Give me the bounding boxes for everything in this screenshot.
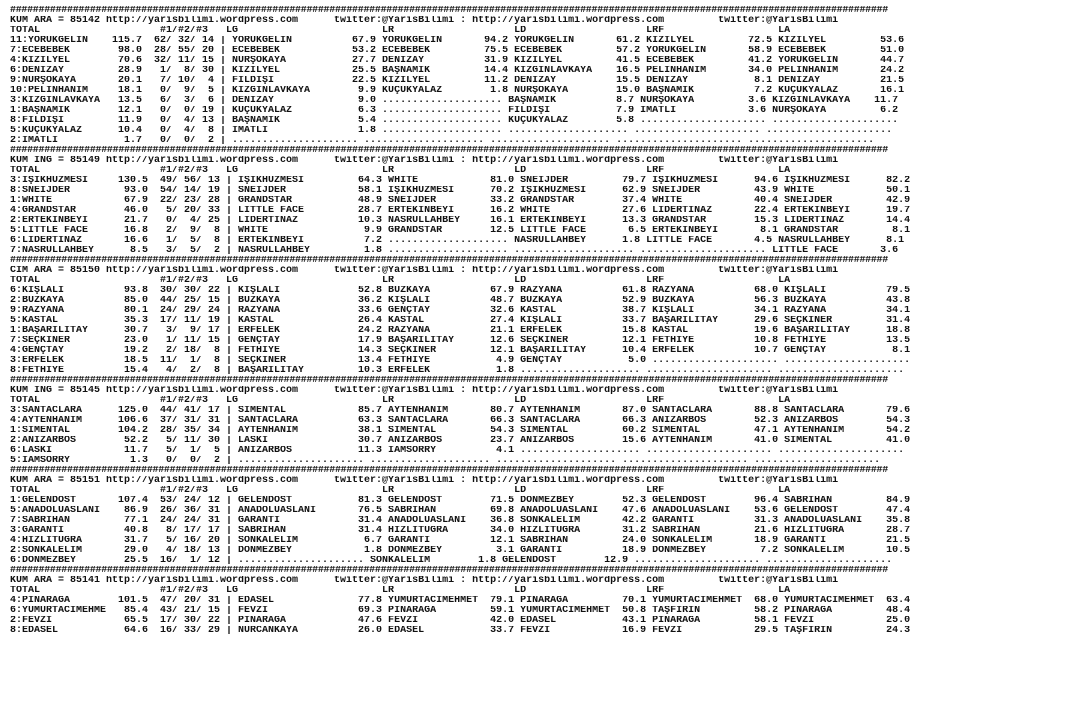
result-row: 10:PELİNHANIM 18.1 0/ 9/ 5 | KIZGINLAVKAYA 9.9 KÜÇÜKYALAZ 1.8 NURŞOKAYA 15.0 BAŞNAMIK 7.2 KÜÇÜKYALAZ 16.1 (10, 86, 905, 96)
result-row: 6:DÖNMEZBEY 25.5 16/ 1/ 12 | ..................... SONKALELİM 1.8 GELENDOST 12.9 ..................... ..................... (10, 556, 893, 566)
result-row: 5:KASTAL 35.3 17/ 11/ 19 | KASTAL 26.4 KASTAL 27.4 KIŞLALI 33.7 BAŞARILITAY 29.6 SEÇKİNER 31.4 (10, 316, 911, 326)
race-section (10, 566, 1077, 636)
result-row: 2:ANIZARBOS 52.2 5/ 11/ 30 | LASKI 30.7 ANIZARBOS 23.7 ANIZARBOS 15.6 AYTENHANIM 41.0 SIMENTAL 41.0 (10, 436, 911, 446)
result-row: 6:LİDERTINAZ 16.6 1/ 5/ 8 | ERTEKİNBEYİ 7.2 .................... NASRULLAHBEY 1.8 LITTLE FACE 4.5 NASRULLAHBEY 8.1 (10, 236, 905, 246)
result-row: 9:RAZYANA 80.1 24/ 29/ 24 | RAZYANA 33.6 GENÇTAY 32.6 KASTAL 38.7 KIŞLALI 34.1 RAZYANA 34.1 (10, 306, 911, 316)
separator-line: ########################################################################################################################################################## (10, 466, 888, 476)
result-row: 8:FİLDİŞİ 11.9 0/ 4/ 13 | BAŞNAMIK 5.4 .................... KÜÇÜKYALAZ 5.8 ..................... ..................... (10, 116, 899, 126)
result-row: 8:SNEIJDER 93.0 54/ 14/ 19 | SNEIJDER 58.1 IŞIKHÜZMESİ 70.2 IŞIKHÜZMESİ 62.9 SNEIJDER 43.9 WHITE 50.1 (10, 186, 911, 196)
separator-line: ########################################################################################################################################################## (10, 566, 888, 576)
result-row: 8:FETHİYE 15.4 4/ 2/ 8 | BAŞARILITAY 10.3 ERFELEK 1.8 .................... ..................... ..................... (10, 366, 905, 376)
separator-line: ########################################################################################################################################################## (10, 256, 888, 266)
result-row: 3:IŞIKHÜZMESİ 130.5 49/ 56/ 13 | IŞIKHÜZMESİ 64.3 WHITE 81.0 SNEIJDER 79.7 IŞIKHÜZMESİ 94.6 IŞIKHÜZMESİ 82.2 (10, 176, 911, 186)
result-row: 4:PINARAĞA 101.5 47/ 20/ 31 | EDASEL 77.8 YUMURTACIMEHMET 79.1 PINARAĞA 70.1 YUMURTACIMEHMET 68.0 YUMURTACIMEHMET 63.4 (10, 596, 911, 606)
result-row: 1:BAŞNAMIK 12.1 0/ 0/ 19 | KÜÇÜKYALAZ 6.3 .................... FİLDİŞİ 7.9 İMATLI 3.6 NURŞOKAYA 6.2 (10, 106, 899, 116)
result-row: 4:HIZLITUĞRA 31.7 5/ 16/ 20 | SONKALELİM 6.7 GARANTİ 12.1 SABRİHAN 24.0 SONKALELİM 18.9 GARANTİ 21.5 (10, 536, 911, 546)
result-row: 6:LASKI 11.7 5/ 1/ 5 | ANIZARBOS 11.3 IAMSORRY 4.1 .................... ..................... ..................... (10, 446, 905, 456)
result-row: 3:GARANTİ 40.8 8/ 17/ 17 | SABRİHAN 31.4 HIZLITUĞRA 34.0 HIZLITUĞRA 31.2 SABRİHAN 21.6 HIZLITUĞRA 28.7 (10, 526, 911, 536)
race-section (10, 256, 1077, 376)
separator-line: ########################################################################################################################################################## (10, 146, 888, 156)
result-row: 4:KIZILYEL 70.6 32/ 11/ 15 | NURŞOKAYA 27.7 DENİZAY 31.9 KIZILYEL 41.5 ECEBEBEK 41.2 YÖRÜKGELİN 44.7 (10, 56, 905, 66)
result-row: 2:FEVZİ 65.5 17/ 30/ 22 | PINARAĞA 47.6 FEVZİ 42.0 EDASEL 43.1 PINARAĞA 58.1 FEVZİ 25.0 (10, 616, 911, 626)
result-row: 4:GENÇTAY 19.2 2/ 18/ 8 | FETHİYE 14.3 SEÇKİNER 12.1 BAŞARILITAY 10.4 ERFELEK 10.7 GENÇTAY 8.1 (10, 346, 911, 356)
race-section (10, 376, 1077, 466)
result-row: 2:BUZKAYA 85.0 44/ 25/ 15 | BUZKAYA 36.2 KIŞLALI 48.7 BUZKAYA 52.9 BUZKAYA 56.3 BUZKAYA 43.8 (10, 296, 911, 306)
race-header-line: KUM ARA = 85141 http://yarisbilimi.wordpress.com twitter:@YarisBilimi : http://yarisbilimi.wordpress.com twitter:@YarisBilimi (10, 576, 839, 586)
race-section (10, 466, 1077, 566)
result-row: 1:GELENDOST 107.4 53/ 24/ 12 | GELENDOST 81.3 GELENDOST 71.5 DÖNMEZBEY 52.3 GELENDOST 96.4 SABRİHAN 84.9 (10, 496, 911, 506)
race-header-line: KUM ING = 85145 http://yarisbilimi.wordpress.com twitter:@YarisBilimi : http://yarisbilimi.wordpress.com twitter:@YarisBilimi (10, 386, 839, 396)
column-header-line: TOTAL #1/#2/#3 LG LR LD LRF LA (10, 586, 791, 596)
result-row: 5:KÜÇÜKYALAZ 10.4 0/ 4/ 8 | İMATLI 1.8 .................... .................... ..................... ..................... (10, 126, 893, 136)
result-row: 7:ECEBEBEK 98.0 28/ 55/ 20 | ECEBEBEK 53.2 ECEBEBEK 75.5 ECEBEBEK 57.2 YÖRÜKGELİN 58.9 ECEBEBEK 51.0 (10, 46, 905, 56)
result-row: 5:ANADOLUASLANI 86.9 26/ 36/ 31 | ANADOLUASLANI 76.5 SABRİHAN 69.8 ANADOLUASLANI 47.6 ANADOLUASLANI 53.6 GELENDOST 47.4 (10, 506, 911, 516)
column-header-line: TOTAL #1/#2/#3 LG LR LD LRF LA (10, 276, 791, 286)
separator-line: ########################################################################################################################################################## (10, 376, 888, 386)
result-row: 9:NURŞOKAYA 20.1 7/ 10/ 4 | FİLDİŞİ 22.5 KIZILYEL 11.2 DENİZAY 15.5 DENİZAY 8.1 DENİZAY 21.5 (10, 76, 905, 86)
result-row: 6:KIŞLALI 93.8 30/ 30/ 22 | KIŞLALI 52.8 BUZKAYA 67.9 RAZYANA 61.8 RAZYANA 68.0 KIŞLALI 79.5 (10, 286, 911, 296)
result-row: 1:SIMENTAL 104.2 28/ 35/ 34 | AYTENHANIM 38.1 SIMENTAL 54.3 SIMENTAL 60.2 SIMENTAL 47.1 AYTENHANIM 54.2 (10, 426, 911, 436)
result-row: 7:SEÇKİNER 23.0 1/ 11/ 15 | GENÇTAY 17.9 BAŞARILITAY 12.6 SEÇKİNER 12.1 FETHİYE 10.8 FETHİYE 13.5 (10, 336, 911, 346)
column-header-line: TOTAL #1/#2/#3 LG LR LD LRF LA (10, 166, 791, 176)
result-row: 6:YUMURTACIMEHME 85.4 43/ 21/ 15 | FEVZİ 69.3 PINARAĞA 59.1 YUMURTACIMEHMET 50.8 TAŞFIRIN 58.2 PINARAĞA 48.4 (10, 606, 911, 616)
column-header-line: TOTAL #1/#2/#3 LG LR LD LRF LA (10, 26, 791, 36)
separator-line: ########################################################################################################################################################## (10, 6, 888, 16)
result-row: 8:EDASEL 64.6 16/ 33/ 29 | NURCANKAYA 26.0 EDASEL 33.7 FEVZİ 16.9 FEVZİ 29.5 TAŞFIRIN 24.3 (10, 626, 911, 636)
results-sheet (10, 6, 1077, 713)
race-section (10, 6, 1077, 146)
result-row: 3:ERFELEK 18.5 11/ 1/ 8 | SEÇKİNER 13.4 FETHİYE 4.9 GENÇTAY 5.0 ..................... ..................... (10, 356, 911, 366)
race-header-line: KUM ING = 85149 http://yarisbilimi.wordpress.com twitter:@YarisBilimi : http://yarisbilimi.wordpress.com twitter:@YarisBilimi (10, 156, 839, 166)
race-section (10, 146, 1077, 256)
column-header-line: TOTAL #1/#2/#3 LG LR LD LRF LA (10, 396, 791, 406)
result-row: 2:İMATLI 1.7 0/ 0/ 2 | ..................... .................... .................... ..................... ..................... (10, 136, 875, 146)
result-row: 3:KIZGINLAVKAYA 13.5 6/ 3/ 6 | DENİZAY 9.0 .................... BAŞNAMIK 8.7 NURŞOKAYA 3.6 KIZGINLAVKAYA 11.7 (10, 96, 899, 106)
result-row: 1:BAŞARILITAY 30.7 3/ 9/ 17 | ERFELEK 24.2 RAZYANA 21.1 ERFELEK 15.8 KASTAL 19.6 BAŞARILITAY 18.8 (10, 326, 911, 336)
result-row: 5:LITTLE FACE 16.8 2/ 9/ 8 | WHITE 9.9 GRANDSTAR 12.5 LITTLE FACE 6.5 ERTEKİNBEYİ 8.1 GRANDSTAR 8.1 (10, 226, 911, 236)
result-row: 2:ERTEKİNBEYİ 21.7 0/ 4/ 25 | LİDERTINAZ 10.3 NASRULLAHBEY 16.1 ERTEKİNBEYİ 13.3 GRANDSTAR 15.3 LİDERTINAZ 14.4 (10, 216, 911, 226)
race-header-line: KUM ARA = 85151 http://yarisbilimi.wordpress.com twitter:@YarisBilimi : http://yarisbilimi.wordpress.com twitter:@YarisBilimi (10, 476, 839, 486)
race-header-line: CIM ARA = 85150 http://yarisbilimi.wordpress.com twitter:@YarisBilimi : http://yarisbilimi.wordpress.com twitter:@YarisBilimi (10, 266, 839, 276)
result-row: 7:NASRULLAHBEY 8.5 3/ 5/ 2 | NASRULLAHBEY 1.8 .................... .................... ..................... LITTLE FACE 3.6 (10, 246, 899, 256)
result-row: 4:GRANDSTAR 46.0 5/ 20/ 33 | LITTLE FACE 28.7 ERTEKİNBEYİ 16.2 WHITE 27.6 LİDERTINAZ 22.4 ERTEKİNBEYİ 19.7 (10, 206, 911, 216)
result-row: 3:SANTACLARA 125.0 44/ 41/ 17 | SIMENTAL 85.7 AYTENHANIM 80.7 AYTENHANIM 87.0 SANTACLARA 88.8 SANTACLARA 79.6 (10, 406, 911, 416)
column-header-line: TOTAL #1/#2/#3 LG LR LD LRF LA (10, 486, 791, 496)
result-row: 2:SONKALELİM 29.0 4/ 18/ 13 | DÖNMEZBEY 1.8 DÖNMEZBEY 3.1 GARANTİ 18.9 DÖNMEZBEY 7.2 SONKALELİM 10.5 (10, 546, 911, 556)
result-row: 1:WHITE 67.9 22/ 23/ 28 | GRANDSTAR 48.9 SNEIJDER 33.2 GRANDSTAR 37.4 WHITE 40.4 SNEIJDER 42.9 (10, 196, 911, 206)
result-row: 7:SABRİHAN 77.1 24/ 24/ 31 | GARANTİ 31.4 ANADOLUASLANI 36.8 SONKALELİM 42.2 GARANTİ 31.3 ANADOLUASLANI 35.8 (10, 516, 911, 526)
result-row: 5:IAMSORRY 1.3 0/ 0/ 2 | ..................... .................... .................... ..................... ..................... (10, 456, 881, 466)
result-row: 6:DENİZAY 28.9 1/ 8/ 30 | KIZILYEL 25.5 BAŞNAMIK 14.4 KIZGINLAVKAYA 16.5 PELİNHANIM 34.0 PELİNHANIM 24.2 (10, 66, 905, 76)
race-header-line: KUM ARA = 85142 http://yarisbilimi.wordpress.com twitter:@YarisBilimi : http://yarisbilimi.wordpress.com twitter:@YarisBilimi (10, 16, 839, 26)
result-row: 11:YÖRÜKGELİN 115.7 62/ 32/ 14 | YÖRÜKGELİN 67.9 YÖRÜKGELİN 94.2 YÖRÜKGELİN 61.2 KIZILYEL 72.5 KIZILYEL 53.6 (10, 36, 905, 46)
result-row: 4:AYTENHANIM 106.6 37/ 31/ 31 | SANTACLARA 63.3 SANTACLARA 66.3 SANTACLARA 66.3 ANIZARBOS 52.3 ANIZARBOS 54.3 (10, 416, 911, 426)
